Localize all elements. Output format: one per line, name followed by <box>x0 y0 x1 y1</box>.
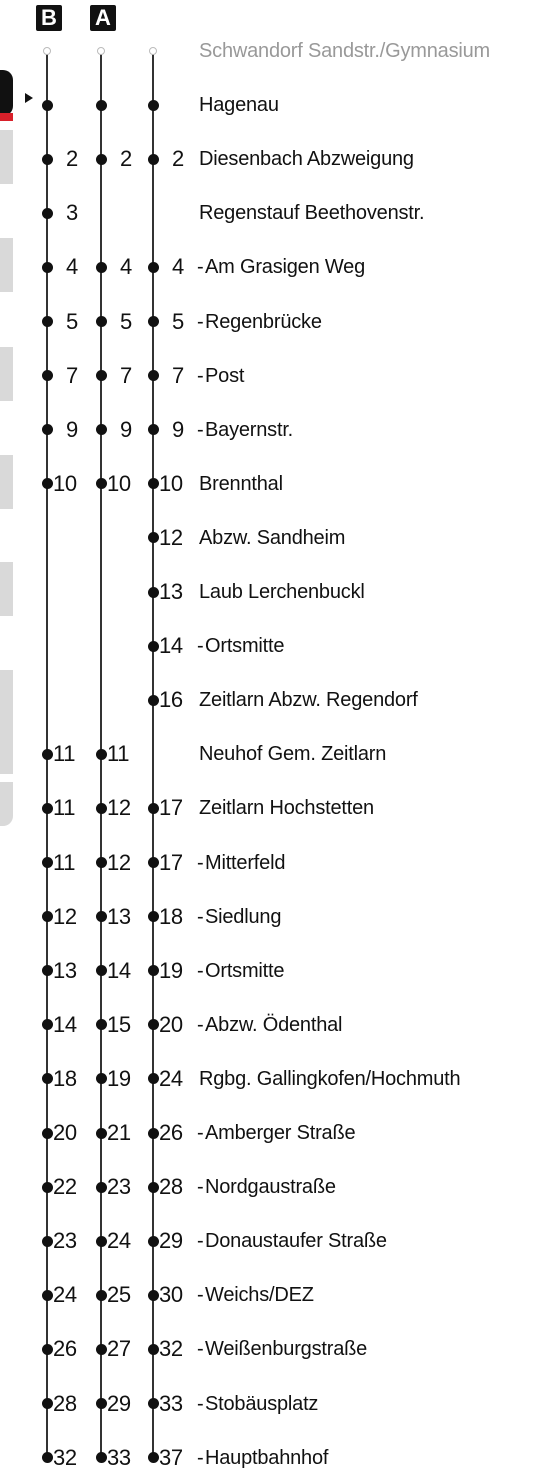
route-main-time: 5 <box>172 308 184 334</box>
route-main-stop-dot <box>148 154 159 165</box>
route-b-stop-dot <box>42 1344 53 1355</box>
route-main-stop-dot <box>148 965 159 976</box>
route-a-time: 23 <box>107 1174 131 1200</box>
route-a-stop-dot <box>96 100 107 111</box>
route-b-time: 26 <box>53 1336 77 1362</box>
route-b-time: 18 <box>53 1065 77 1091</box>
route-a-time: 11 <box>107 741 130 767</box>
route-b-time: 5 <box>66 308 78 334</box>
route-a-time: 12 <box>107 795 131 821</box>
route-main-time: 12 <box>159 524 183 550</box>
stop-name[interactable]: Regenstauf Beethovenstr. <box>199 202 425 225</box>
route-b-time: 23 <box>53 1228 77 1254</box>
stop-name[interactable]: Siedlung <box>205 905 282 928</box>
stop-name[interactable]: Weichs/DEZ <box>205 1284 314 1307</box>
route-main-stop-dot <box>148 695 159 706</box>
stop-name-prefix: - <box>197 1176 204 1199</box>
side-panel-tab[interactable] <box>0 670 13 724</box>
route-a-stop-dot <box>96 803 107 814</box>
route-main-stop-dot <box>148 803 159 814</box>
route-a-stop-dot <box>96 1236 107 1247</box>
route-main-stop-dot <box>148 1452 159 1463</box>
route-a-time: 12 <box>107 849 131 875</box>
side-panel-tab[interactable] <box>0 782 13 826</box>
route-a-stop-dot <box>96 370 107 381</box>
side-panel-tab[interactable] <box>0 130 13 184</box>
side-panel-tab-active[interactable] <box>0 70 13 116</box>
route-main-stop-dot <box>148 1182 159 1193</box>
route-main-time: 17 <box>159 795 183 821</box>
route-b-stop-dot <box>42 1073 53 1084</box>
route-main-time: 17 <box>159 849 183 875</box>
route-main-origin-marker <box>149 47 157 55</box>
stop-name[interactable]: Ortsmitte <box>205 635 285 658</box>
stop-name[interactable]: Regenbrücke <box>205 310 322 333</box>
route-main-time: 32 <box>159 1336 183 1362</box>
route-b-time: 28 <box>53 1390 77 1416</box>
stop-name[interactable]: Bayernstr. <box>205 418 294 441</box>
route-a-time: 25 <box>107 1282 131 1308</box>
stop-name[interactable]: Ortsmitte <box>205 959 285 982</box>
route-main-stop-dot <box>148 1128 159 1139</box>
side-panel-tab[interactable] <box>0 238 13 292</box>
route-b-stop-dot <box>42 262 53 273</box>
stop-name[interactable]: Diesenbach Abzweigung <box>199 148 414 171</box>
route-b-time: 9 <box>66 416 78 442</box>
stop-name-prefix: - <box>197 1338 204 1361</box>
route-b-origin-marker <box>43 47 51 55</box>
route-a-time: 15 <box>107 1011 131 1037</box>
stop-name-prefix: - <box>197 1446 204 1469</box>
route-main-time: 20 <box>159 1011 183 1037</box>
route-main-time: 4 <box>172 254 184 280</box>
stop-name-prefix: - <box>197 1013 204 1036</box>
route-b-stop-dot <box>42 965 53 976</box>
stop-name-prefix: - <box>197 851 204 874</box>
route-main-stop-dot <box>148 1398 159 1409</box>
route-b-stop-dot <box>42 803 53 814</box>
stop-name-prefix: - <box>197 635 204 658</box>
route-b-stop-dot <box>42 100 53 111</box>
route-main-stop-dot <box>148 100 159 111</box>
side-panel-tab[interactable] <box>0 455 13 509</box>
stop-name-prefix: - <box>197 1284 204 1307</box>
stop-name[interactable]: Neuhof Gem. Zeitlarn <box>199 743 387 766</box>
route-a-time: 27 <box>107 1336 131 1362</box>
route-b-time: 11 <box>53 795 76 821</box>
stop-name[interactable]: Amberger Straße <box>205 1122 356 1144</box>
stop-name-prefix: - <box>197 418 204 441</box>
route-a-stop-dot <box>96 1182 107 1193</box>
stop-name-prefix: - <box>197 1230 204 1253</box>
route-main-stop-dot <box>148 1236 159 1247</box>
route-main-time: 16 <box>159 687 183 713</box>
route-a-time: 19 <box>107 1065 131 1091</box>
route-main-time: 14 <box>159 633 183 659</box>
route-a-time: 5 <box>120 308 132 334</box>
route-b-stop-dot <box>42 911 53 922</box>
route-main-stop-dot <box>148 911 159 922</box>
stop-name-prefix: - <box>197 905 204 928</box>
route-b-badge[interactable]: B <box>36 5 62 31</box>
route-b-stop-dot <box>42 1290 53 1301</box>
route-b-stop-dot <box>42 154 53 165</box>
side-panel-accent <box>0 113 13 121</box>
route-b-time: 7 <box>66 362 78 388</box>
stop-name-prefix: - <box>197 256 204 279</box>
route-b-stop-dot <box>42 1398 53 1409</box>
route-a-time: 2 <box>120 146 132 172</box>
route-a-stop-dot <box>96 1344 107 1355</box>
stop-name-prefix: - <box>197 1392 204 1415</box>
route-b-time: 20 <box>53 1120 77 1145</box>
route-a-stop-dot <box>96 316 107 327</box>
route-main-time: 13 <box>159 579 183 604</box>
stop-name-prefix: - <box>197 364 204 387</box>
stop-name[interactable]: Donaustaufer Straße <box>205 1230 387 1253</box>
route-a-stop-dot <box>96 749 107 760</box>
route-a-stop-dot <box>96 1073 107 1084</box>
stop-name[interactable]: Rgbg. Gallingkofen/Hochmuth <box>199 1067 461 1090</box>
route-main-stop-dot <box>148 478 159 489</box>
route-b-stop-dot <box>42 1019 53 1030</box>
route-a-time: 4 <box>120 254 132 280</box>
route-a-stop-dot <box>96 262 107 273</box>
side-panel-tab[interactable] <box>0 562 13 616</box>
route-b-time: 12 <box>53 903 77 929</box>
route-b-stop-dot <box>42 424 53 435</box>
route-a-stop-dot <box>96 965 107 976</box>
stop-name[interactable]: Schwandorf Sandstr./Gymnasium <box>199 40 490 62</box>
stop-name[interactable]: Zeitlarn Hochstetten <box>199 797 374 820</box>
route-main-stop-dot <box>148 1290 159 1301</box>
stop-name[interactable]: Weißenburgstraße <box>205 1338 368 1361</box>
route-main-stop-dot <box>148 587 159 598</box>
route-b-time: 3 <box>66 200 78 226</box>
route-b-stop-dot <box>42 1236 53 1247</box>
route-main-stop-dot <box>148 262 159 273</box>
route-b-time: 10 <box>53 470 77 496</box>
route-b-stop-dot <box>42 749 53 760</box>
stop-name[interactable]: Mitterfeld <box>205 851 286 874</box>
stop-name[interactable]: Am Grasigen Weg <box>205 256 366 279</box>
stop-name[interactable]: Abzw. Sandheim <box>199 526 346 549</box>
route-b-stop-dot <box>42 208 53 219</box>
route-main-time: 33 <box>159 1390 183 1416</box>
route-main-time: 10 <box>159 470 183 496</box>
route-a-badge[interactable]: A <box>90 5 116 31</box>
route-b-stop-dot <box>42 1128 53 1139</box>
route-a-stop-dot <box>96 1290 107 1301</box>
route-b-stop-dot <box>42 370 53 381</box>
route-main-stop-dot <box>148 424 159 435</box>
route-b-time: 32 <box>53 1444 77 1470</box>
route-main-stop-dot <box>148 532 159 543</box>
route-a-stop-dot <box>96 1452 107 1463</box>
route-a-time: 10 <box>107 470 131 496</box>
route-a-stop-dot <box>96 911 107 922</box>
side-panel-tab[interactable] <box>0 347 13 401</box>
route-a-time: 7 <box>120 362 132 388</box>
route-a-stop-dot <box>96 1398 107 1409</box>
route-main-time: 9 <box>172 416 184 442</box>
route-a-time: 21 <box>107 1120 131 1145</box>
route-a-time: 13 <box>107 903 131 929</box>
route-main-stop-dot <box>148 641 159 652</box>
stop-name[interactable]: Stobäusplatz <box>205 1392 319 1415</box>
stop-name-prefix: - <box>197 310 204 333</box>
route-main-time: 28 <box>159 1174 183 1200</box>
stop-name[interactable]: Nordgaustraße <box>205 1176 336 1199</box>
route-a-stop-dot <box>96 154 107 165</box>
route-main-time: 29 <box>159 1228 183 1254</box>
route-main-time: 18 <box>159 903 183 929</box>
route-a-stop-dot <box>96 424 107 435</box>
route-main-stop-dot <box>148 370 159 381</box>
route-a-stop-dot <box>96 478 107 489</box>
route-b-time: 13 <box>53 957 77 983</box>
route-main-time: 26 <box>159 1120 183 1145</box>
route-main-time: 37 <box>159 1444 183 1470</box>
route-b-stop-dot <box>42 1452 53 1463</box>
route-a-stop-dot <box>96 1128 107 1139</box>
stop-name[interactable]: Abzw. Ödenthal <box>205 1013 343 1036</box>
route-b-time: 11 <box>53 849 76 875</box>
route-a-time: 33 <box>107 1444 131 1470</box>
route-b-time: 24 <box>53 1282 77 1308</box>
route-a-time: 24 <box>107 1228 131 1254</box>
route-main-time: 19 <box>159 957 183 983</box>
route-b-stop-dot <box>42 1182 53 1193</box>
stop-name-prefix: - <box>197 1122 204 1144</box>
route-main-time: 24 <box>159 1065 183 1091</box>
route-main-time: 30 <box>159 1282 183 1308</box>
route-b-stop-dot <box>42 857 53 868</box>
stop-name[interactable]: Zeitlarn Abzw. Regendorf <box>199 689 418 712</box>
route-a-origin-marker <box>97 47 105 55</box>
route-main-stop-dot <box>148 1073 159 1084</box>
stop-name-prefix: - <box>197 959 204 982</box>
stop-name[interactable]: Laub Lerchenbuckl <box>199 581 365 603</box>
route-a-stop-dot <box>96 1019 107 1030</box>
stop-name[interactable]: Post <box>205 364 245 387</box>
route-main-stop-dot <box>148 1019 159 1030</box>
route-main-time: 7 <box>172 362 184 388</box>
route-a-time: 14 <box>107 957 131 983</box>
current-stop-arrow-icon <box>25 93 33 103</box>
route-main-time: 2 <box>172 146 184 172</box>
stop-name[interactable]: Hauptbahnhof <box>205 1446 329 1469</box>
route-b-time: 22 <box>53 1174 77 1200</box>
route-b-stop-dot <box>42 478 53 489</box>
side-panel-tab[interactable] <box>0 720 13 774</box>
route-main-stop-dot <box>148 857 159 868</box>
route-a-time: 9 <box>120 416 132 442</box>
route-main-stop-dot <box>148 316 159 327</box>
route-a-stop-dot <box>96 857 107 868</box>
route-a-time: 29 <box>107 1390 131 1416</box>
stop-name[interactable]: Brennthal <box>199 472 283 495</box>
route-b-time: 4 <box>66 254 78 280</box>
route-b-time: 14 <box>53 1011 77 1037</box>
route-main-stop-dot <box>148 1344 159 1355</box>
route-b-time: 2 <box>66 146 78 172</box>
current-stop-name[interactable]: Hagenau <box>199 94 279 117</box>
route-b-time: 11 <box>53 741 76 767</box>
route-b-stop-dot <box>42 316 53 327</box>
